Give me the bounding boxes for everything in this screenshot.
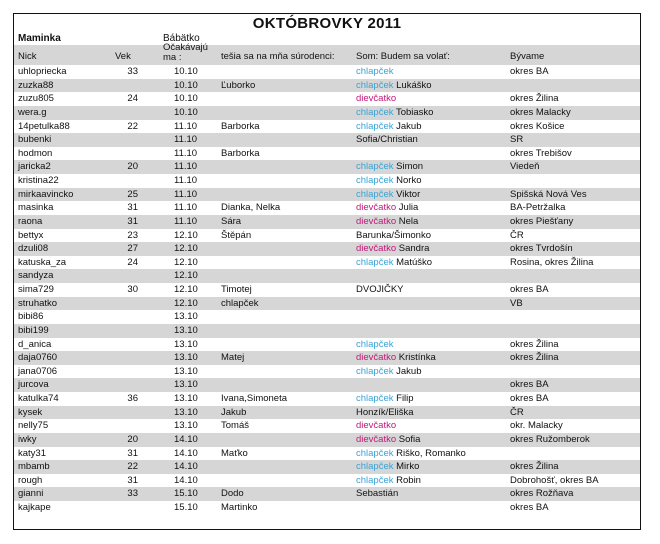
cell-sex: chlapček [356,120,394,132]
cell-wish: Ľuborko [221,79,256,91]
table-row [14,474,640,488]
cell-som [356,215,418,229]
cell-date: 13.10 [174,352,198,364]
cell-name: Kristínka [398,352,436,364]
table-row [14,92,640,106]
cell-name: Julia [398,202,419,214]
cell-vek: 20 [127,433,138,445]
cell-som [356,433,420,447]
cell-nick: katuska_za [18,256,67,268]
cell-place: okres BA [510,66,549,77]
cell-som [356,79,432,93]
cell-som [356,392,414,406]
cell-som [356,406,414,420]
table-row [14,324,640,338]
cell-vek: 31 [127,447,138,459]
cell-date: 13.10 [174,420,198,432]
cell-som [356,447,466,461]
table-row [14,406,640,420]
cell-date: 13.10 [174,379,198,391]
cell-som [356,65,394,79]
cell-vek: 31 [127,202,138,214]
cell-sex: chlapček [356,256,394,268]
header-group-row [14,32,640,45]
cell-som [356,133,418,147]
cell-som [356,256,432,270]
cell-wish: Tomáš [221,420,249,432]
cell-wish: Matej [221,352,245,364]
cell-wish: Maťko [221,447,248,459]
cell-nick: hodmon [18,147,53,159]
cell-place: okr. Malacky [510,420,563,432]
table-row [14,65,640,79]
cell-wish: Dianka, Nelka [221,202,281,214]
cell-sex: chlapček [356,447,394,459]
cell-wish: Dodo [221,488,244,500]
table-row [14,79,640,93]
cell-som [356,120,422,134]
cell-sex: chlapček [356,474,394,486]
cell-vek: 31 [127,474,138,486]
table-row [14,433,640,447]
cell-nick: bibi86 [18,311,44,323]
cell-nick: bubenki [18,134,52,146]
cell-wish: chlapček [221,297,259,309]
cell-wish: Barborka [221,147,260,159]
table-row [14,269,640,283]
cell-som [356,419,396,433]
cell-sex: dievčatko [356,215,397,227]
cell-nick: bettyx [18,229,44,241]
table-row [14,365,640,379]
cell-nick: dzuli08 [18,243,49,255]
cell-name: Sebastián [356,488,399,500]
cell-som [356,201,418,215]
cell-sex: dievčatko [356,420,397,432]
cell-date: 10.10 [174,66,198,77]
table-row [14,351,640,365]
cell-vek: 20 [127,161,138,173]
cell-som [356,229,431,243]
cell-som [356,460,419,474]
table-row [14,378,640,392]
table-row [14,283,640,297]
cell-place: VB [510,297,523,309]
cell-sex: dievčatko [356,243,397,255]
cell-date: 13.10 [174,311,198,323]
table-row [14,147,640,161]
cell-wish: Sára [221,215,242,227]
header-maminka: Maminka [18,33,61,44]
cell-date: 12.10 [174,297,198,309]
cell-vek: 22 [127,461,138,473]
cell-sex: chlapček [356,175,394,186]
cell-place: Dobrohošť, okres BA [510,474,599,486]
cell-date: 11.10 [174,202,198,214]
cell-nick: kysek [18,406,43,418]
cell-wish: Štěpán [221,229,252,241]
cell-nick: d_anica [18,338,52,350]
cell-name: Matúško [396,256,433,268]
cell-nick: sima729 [18,284,54,295]
cell-place: ČR [510,229,524,241]
cell-nick: nelly75 [18,420,49,432]
cell-sex: chlapček [356,161,394,173]
cell-nick: gianni [18,488,44,500]
header-ocakavaju-2: ma : [163,52,182,63]
cell-name: Tobiasko [395,106,434,118]
cell-date: 13.10 [174,324,198,336]
cell-date: 12.10 [174,243,198,255]
cell-date: 15.10 [174,488,198,500]
table-row [14,106,640,120]
cell-place: okres Žilina [510,352,559,364]
cell-name: Sofia [398,433,421,445]
cell-place: okres BA [510,284,549,295]
cell-som [356,351,436,365]
cell-date: 14.10 [174,474,198,486]
cell-sex: dievčatko [356,202,397,214]
cell-name: Lukáško [396,79,432,91]
cell-sex: chlapček [356,79,394,91]
cell-vek: 30 [127,284,138,295]
cell-vek: 27 [127,243,138,255]
cell-place: okres Žilina [510,93,559,105]
table-row [14,120,640,134]
cell-nick: jurcova [18,379,49,391]
cell-place: okres Ružomberok [510,433,590,445]
cell-vek: 33 [127,66,138,77]
cell-name: DVOJIČKY [356,284,404,295]
cell-nick: jana0706 [18,365,58,377]
cell-date: 12.10 [174,270,198,282]
cell-place: okres BA [510,379,549,391]
table-row [14,256,640,270]
cell-som [356,283,404,297]
cell-date: 13.10 [174,393,198,404]
cell-sex: chlapček [356,66,394,77]
cell-name: Riško, Romanko [396,447,466,459]
cell-sex: chlapček [356,365,394,377]
cell-wish: Jakub [221,406,247,418]
header-som: Som: Budem sa volať: [356,51,450,62]
cell-wish: Martinko [221,502,258,513]
cell-date: 12.10 [174,284,198,295]
cell-date: 11.10 [174,147,198,159]
cell-name: Nela [398,215,419,227]
cell-som [356,160,423,174]
cell-date: 13.10 [174,406,198,418]
table-row [14,338,640,352]
header-nick: Nick [18,51,37,62]
cell-date: 13.10 [174,338,198,350]
cell-nick: mirkaavincko [18,188,74,200]
cell-place: BA-Petržalka [510,202,566,214]
cell-name: Sofia/Christian [356,134,418,146]
cell-vek: 36 [127,393,138,404]
cell-sex: chlapček [356,106,394,118]
cell-name: Norko [396,175,422,186]
cell-nick: uhlopriecka [18,66,67,77]
cell-nick: katulka74 [18,393,59,404]
header-vek: Vek [115,51,131,62]
cell-som [356,474,421,488]
cell-som [356,174,421,188]
cell-name: Jakub [396,120,422,132]
cell-name: Simon [396,161,424,173]
cell-date: 13.10 [174,365,198,377]
cell-place: okres Žilina [510,338,559,350]
cell-nick: daja0760 [18,352,58,364]
table-row [14,160,640,174]
cell-name: Jakub [396,365,422,377]
cell-place: ČR [510,406,524,418]
cell-place: okres Tvrdošín [510,243,573,255]
cell-vek: 22 [127,120,138,132]
cell-sex: chlapček [356,461,394,473]
cell-place: okres Trebišov [510,147,572,159]
cell-sex: chlapček [356,393,394,404]
cell-sex: dievčatko [356,352,397,364]
cell-date: 12.10 [174,256,198,268]
table-row [14,242,640,256]
cell-som [356,365,422,379]
cell-som [356,188,420,202]
cell-vek: 31 [127,215,138,227]
sheet-title: OKTÓBROVKY 2011 [252,15,402,32]
cell-sex: dievčatko [356,93,397,105]
cell-nick: struhatko [18,297,58,309]
header-column-row [14,42,640,65]
cell-name: Robin [396,474,421,486]
table-row [14,460,640,474]
table-row [14,487,640,501]
cell-place: okres Piešťany [510,215,574,227]
cell-nick: kristina22 [18,175,59,186]
cell-place: Rosina, okres Žilina [510,256,594,268]
cell-sex: chlapček [356,338,394,350]
cell-place: SR [510,134,524,146]
cell-date: 11.10 [174,134,198,146]
cell-date: 11.10 [174,120,198,132]
cell-date: 11.10 [174,188,198,200]
cell-place: okres Rožňava [510,488,574,500]
cell-vek: 23 [127,229,138,241]
spreadsheet [13,13,641,530]
cell-nick: iwky [18,433,37,445]
cell-place: okres Košice [510,120,565,132]
cell-date: 12.10 [174,229,198,241]
cell-date: 10.10 [174,106,198,118]
cell-sex: dievčatko [356,433,397,445]
cell-som [356,338,394,352]
cell-sex: chlapček [356,188,394,200]
table-row [14,174,640,188]
cell-name: Viktor [396,188,421,200]
cell-vek: 25 [127,188,138,200]
cell-wish: Ivana,Simoneta [221,393,288,404]
cell-place: okres BA [510,393,549,404]
cell-name: Mirko [396,461,420,473]
cell-wish: Timotej [221,284,252,295]
cell-nick: sandyza [18,270,54,282]
header-ocakavaju: Očakávajú [163,42,208,53]
cell-date: 11.10 [174,175,198,186]
cell-place: Spišská Nová Ves [510,188,587,200]
header-byvame: Bývame [510,51,545,62]
cell-date: 15.10 [174,502,198,513]
cell-place: okres BA [510,502,549,513]
cell-name: Honzík/Eliška [356,406,414,418]
cell-som [356,106,433,120]
cell-nick: wera.g [18,106,47,118]
cell-place: okres Malacky [510,106,571,118]
cell-date: 14.10 [174,447,198,459]
cell-som [356,92,396,106]
cell-vek: 24 [127,256,138,268]
cell-vek: 33 [127,488,138,500]
cell-nick: masinka [18,202,54,214]
cell-nick: rough [18,474,43,486]
cell-name: Barunka/Šimonko [356,229,431,241]
table-row [14,501,640,515]
table-row [14,310,640,324]
cell-nick: zuzu805 [18,93,54,105]
cell-date: 11.10 [174,161,198,173]
cell-nick: zuzka88 [18,79,54,91]
cell-som [356,487,398,501]
table-row [14,188,640,202]
cell-nick: bibi199 [18,324,49,336]
cell-name: Filip [396,393,414,404]
table-row [14,392,640,406]
cell-date: 14.10 [174,433,198,445]
cell-place: okres Žilina [510,461,559,473]
cell-vek: 24 [127,93,138,105]
table-row [14,419,640,433]
table-row [14,229,640,243]
table-row [14,447,640,461]
header-babatko: Bábätko [163,33,200,44]
cell-wish: Barborka [221,120,260,132]
cell-som [356,242,429,256]
cell-nick: jaricka2 [18,161,51,173]
table-body [14,65,640,515]
cell-place: Viedeň [510,161,540,173]
cell-nick: katy31 [18,447,46,459]
table-row [14,215,640,229]
header-wish: tešia sa na mňa súrodenci: [221,51,335,62]
table-row [14,201,640,215]
cell-nick: kajkape [18,502,51,513]
table-row [14,297,640,311]
cell-name: Sandra [398,243,430,255]
cell-nick: raona [18,215,43,227]
cell-date: 10.10 [174,79,198,91]
cell-date: 11.10 [174,215,198,227]
cell-date: 14.10 [174,461,198,473]
cell-nick: mbamb [18,461,50,473]
cell-nick: 14petulka88 [18,120,70,132]
table-row [14,133,640,147]
cell-date: 10.10 [174,93,198,105]
